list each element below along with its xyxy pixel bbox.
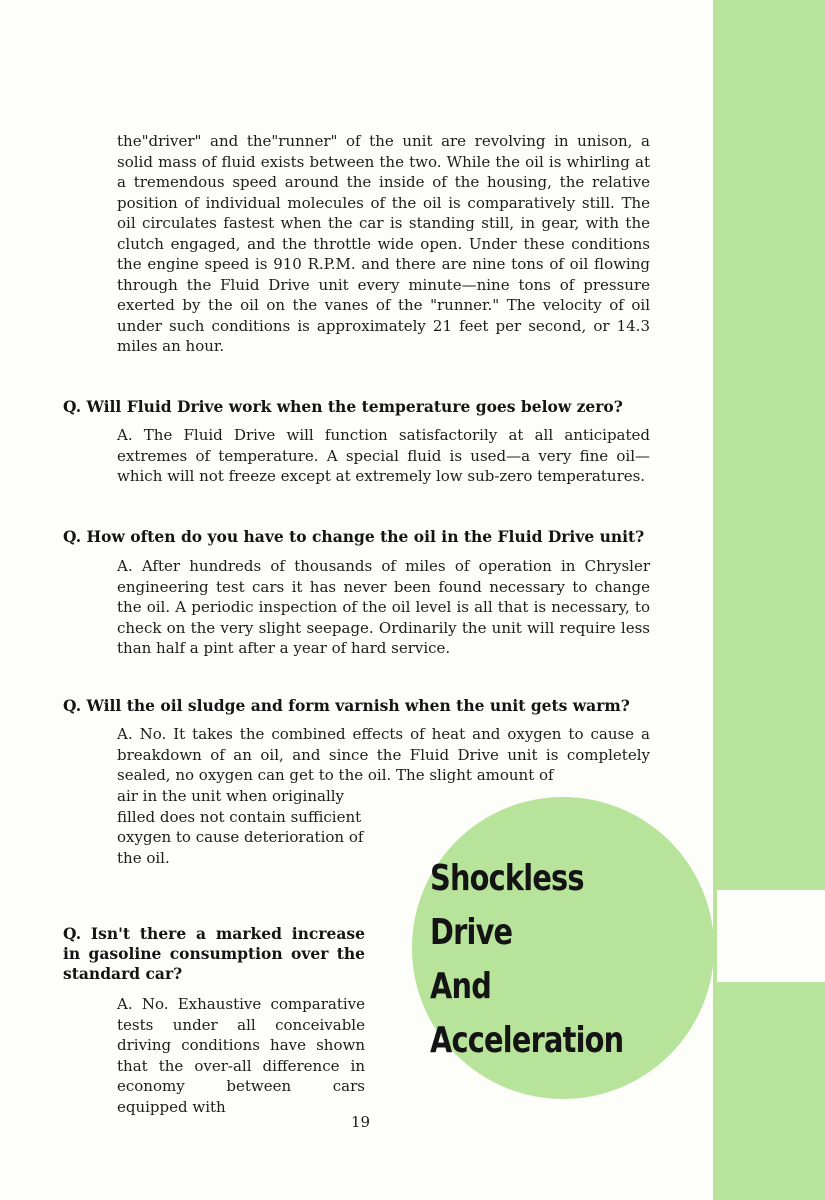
section-title-line-3: Acceleration	[430, 1020, 624, 1061]
band-notch	[717, 890, 825, 982]
page-number: 19	[351, 1113, 371, 1131]
section-title	[430, 852, 624, 1068]
section-title-line-2: Drive And	[430, 912, 513, 1007]
question-1: Q. Will Fluid Drive work when the temperature goes below zero?	[63, 397, 623, 416]
section-title-line-1: Shockless	[430, 858, 584, 899]
question-4: Q. Isn't there a marked increase in gasoline consumption over the standard car?	[63, 924, 365, 983]
question-2: Q. How often do you have to change the oil in the Fluid Drive unit?	[63, 527, 645, 546]
question-3: Q. Will the oil sludge and form varnish when the unit gets warm?	[63, 696, 630, 715]
answer-1: A. The Fluid Drive will function satisfactorily at all anticipated extremes of temperature. A special fluid is used—a very fine oil—which will not freeze except at extremely low sub-zero temperatures.	[117, 426, 650, 485]
green-side-band	[713, 0, 825, 1200]
intro-paragraph: the"driver" and the"runner" of the unit are revolving in unison, a solid mass of fluid exists between the two. While the oil is whirling at a tremendous speed around the inside of the housing, the relative position of individual molecules of the oil is comparatively still. The oil circulates fastest when the car is standing still, in gear, with the clutch engaged, and the throttle wide open. Under these conditions the engine speed is 910 R.P.M. and there are nine tons of oil flowing through the Fluid Drive unit every minute—nine tons of pressure exerted by the oil on the vanes of the "runner." The velocity of oil under such conditions is approximately 21 feet per second, or 14.3 miles an hour.	[117, 132, 650, 355]
answer-3-full-width: A. No. It takes the combined effects of heat and oxygen to cause a breakdown of an oil, and since the Fluid Drive unit is completely sealed, no oxygen can get to the oil. The slight amount of	[117, 725, 650, 784]
answer-3-narrow: air in the unit when originally filled does not contain sufficient oxygen to cause deterioration of the oil.	[117, 787, 364, 867]
answer-4: A. No. Exhaustive comparative tests under all conceivable driving conditions have shown that the over-all difference in economy between cars equipped with	[117, 995, 365, 1116]
answer-2: A. After hundreds of thousands of miles of operation in Chrysler engineering test cars it has never been found necessary to change the oil. A periodic inspection of the oil level is all that is necessary, to check on the very slight seepage. Ordinarily the unit will require less than half a pint after a year of hard service.	[117, 557, 650, 657]
